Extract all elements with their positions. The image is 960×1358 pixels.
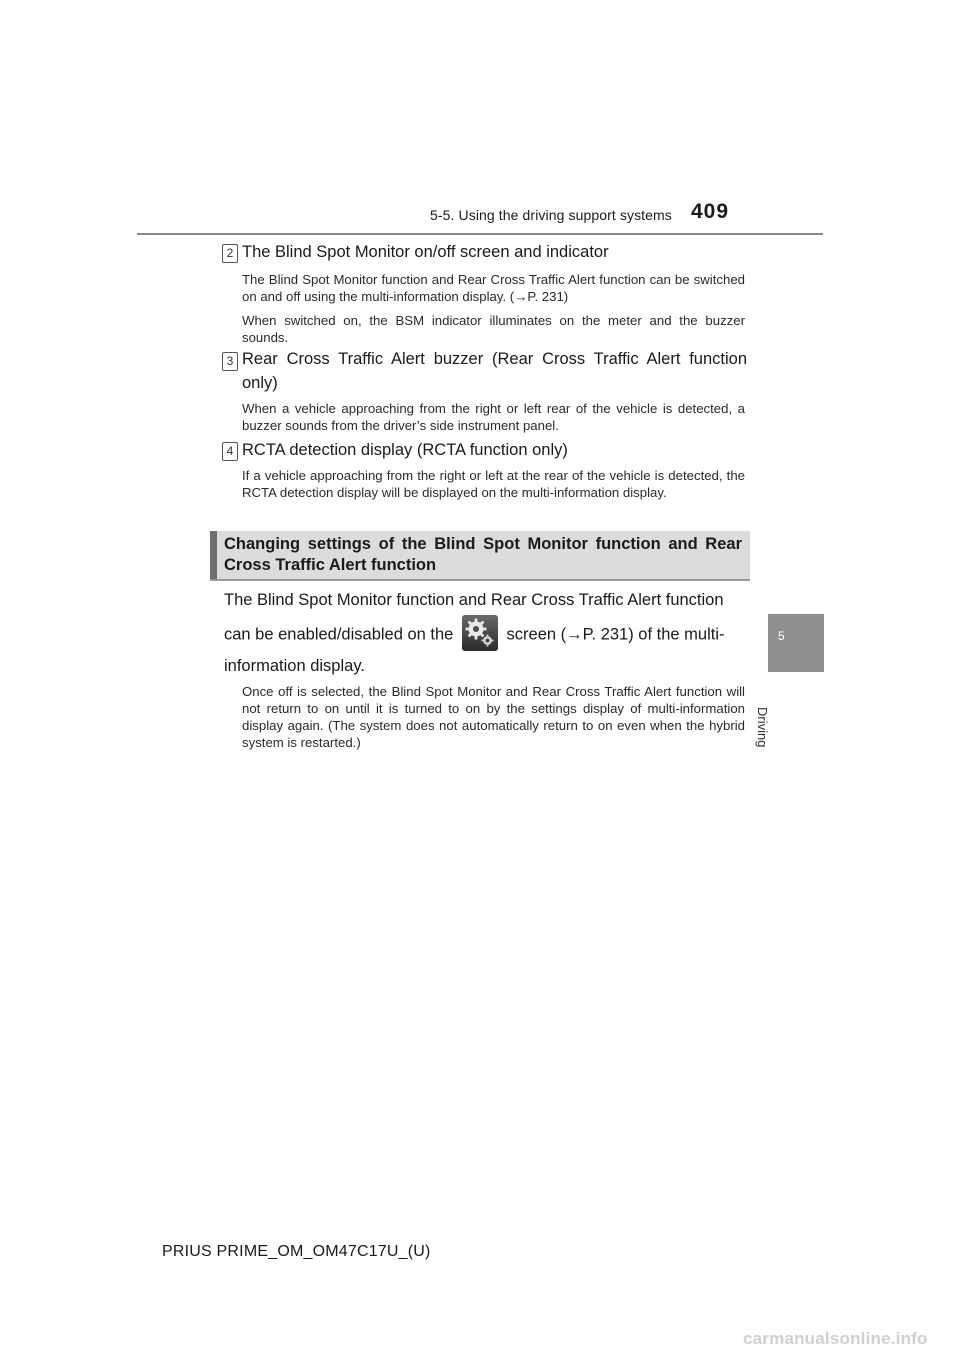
item-number-badge: 3: [222, 352, 238, 371]
section-heading-bar: [210, 531, 750, 581]
chapter-tab-number: 5: [778, 629, 785, 643]
body-line: [224, 617, 745, 650]
item-paragraph: When switched on, the BSM indicator illuminates on the meter and the buzzer sounds.: [242, 313, 745, 345]
chapter-tab: [768, 614, 824, 672]
item-paragraph: When a vehicle approaching from the right or left rear of the vehicle is detected, a buzzer sounds from the driver’s side instrument panel.: [242, 401, 745, 433]
item-title: Rear Cross Traffic Alert buzzer (Rear Cross Traffic Alert function only): [242, 350, 747, 392]
item-body: [242, 467, 745, 508]
body-line: information display.: [224, 657, 365, 675]
watermark: carmanualsonline.info: [743, 1329, 928, 1348]
body-line: The Blind Spot Monitor function and Rear Cross Traffic Alert function: [224, 591, 724, 609]
item-title: The Blind Spot Monitor on/off screen and indicator: [242, 243, 609, 261]
footer-doc-code: PRIUS PRIME_OM_OM47C17U_(U): [162, 1243, 431, 1260]
page-number: 409: [691, 200, 730, 223]
item-number-badge: 4: [222, 442, 238, 461]
item-body: [242, 400, 745, 441]
chapter-tab-label: Driving: [755, 707, 770, 748]
body-line-segment: can be enabled/disabled on the: [224, 625, 454, 644]
item-body: [242, 271, 745, 353]
header-rule: [137, 233, 823, 235]
item-paragraph: The Blind Spot Monitor function and Rear Cross Traffic Alert function can be switched on and off using the multi-information display. (→P. 231): [242, 272, 745, 304]
section-body: [224, 584, 745, 683]
section-note: Once off is selected, the Blind Spot Monitor and Rear Cross Traffic Alert function will not return to on until it is turned to on by the settings display of multi-information display again. (The system does not automatically return to on even when the hybrid system is restarted.): [242, 684, 745, 750]
header-section-title: 5-5. Using the driving support systems: [430, 207, 672, 223]
section-heading: Changing settings of the Blind Spot Monitor function and Rear Cross Traffic Alert function: [224, 535, 742, 574]
body-line-segment: screen (→P. 231) of the multi-: [506, 625, 725, 644]
settings-screen-icon: [462, 615, 498, 651]
item-title: RCTA detection display (RCTA function only): [242, 441, 568, 459]
section-heading-accent: [210, 531, 217, 579]
item-paragraph: If a vehicle approaching from the right or left at the rear of the vehicle is detected, the RCTA detection display will be displayed on the multi-information display.: [242, 468, 745, 500]
item-number-badge: 2: [222, 244, 238, 263]
